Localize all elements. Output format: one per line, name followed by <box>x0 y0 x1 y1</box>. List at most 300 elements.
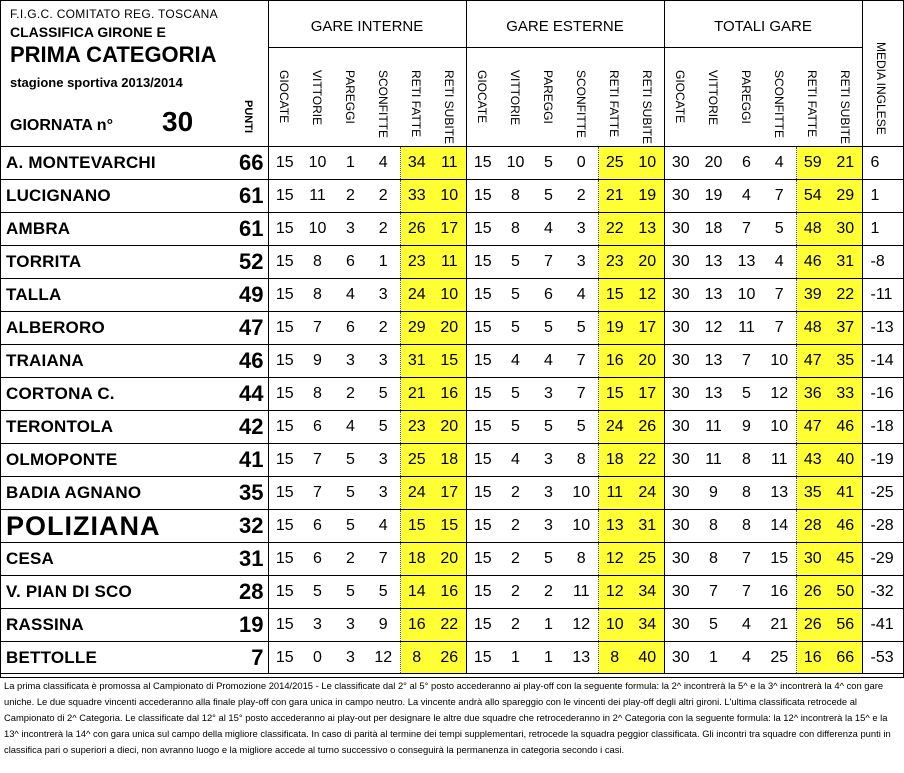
subcolumn-header: SCONFITTE <box>772 70 786 138</box>
table-row <box>0 444 904 477</box>
table-row <box>0 411 904 444</box>
away-played-cell: 15 <box>466 378 499 411</box>
subcolumn-header: GIOCATE <box>277 70 291 124</box>
away-goals-for-cell: 10 <box>598 609 631 642</box>
giornata-label: GIORNATA n° <box>10 117 113 134</box>
away-goals-for-cell: 23 <box>598 246 631 279</box>
tot-played-cell: 30 <box>664 510 697 543</box>
left-border <box>0 0 1 678</box>
tot-draws-cell: 4 <box>730 609 763 642</box>
home-losses-cell: 5 <box>367 576 400 609</box>
home-goals-for-cell: 18 <box>400 543 433 576</box>
home-goals-for-cell: 16 <box>400 609 433 642</box>
home-losses-cell: 4 <box>367 147 400 180</box>
home-goals-for-cell: 23 <box>400 246 433 279</box>
group-divider-0 <box>268 0 269 147</box>
home-played-cell: 15 <box>268 411 301 444</box>
away-goals-for-cell: 16 <box>598 345 631 378</box>
away-wins-cell: 4 <box>499 444 532 477</box>
home-goals-for-cell: 31 <box>400 345 433 378</box>
team-name: V. PIAN DI SCO <box>0 576 236 609</box>
tot-draws-cell: 6 <box>730 147 763 180</box>
away-draws-cell: 1 <box>532 642 565 674</box>
away-draws-cell: 5 <box>532 180 565 213</box>
standings-table <box>0 147 904 674</box>
tot-wins-cell: 8 <box>697 510 730 543</box>
away-wins-cell: 2 <box>499 510 532 543</box>
tot-goals-for-cell: 48 <box>796 312 829 345</box>
tot-losses-cell: 5 <box>763 213 796 246</box>
away-goals-for-cell: 12 <box>598 543 631 576</box>
table-row <box>0 609 904 642</box>
home-goals-against-cell: 17 <box>433 477 466 510</box>
home-draws-cell: 3 <box>334 642 367 674</box>
team-name: TORRITA <box>0 246 236 279</box>
home-goals-against-cell: 15 <box>433 510 466 543</box>
tot-wins-cell: 13 <box>697 345 730 378</box>
tot-goals-for-cell: 28 <box>796 510 829 543</box>
tot-played-cell: 30 <box>664 411 697 444</box>
home-played-cell: 15 <box>268 378 301 411</box>
media-inglese-cell: -18 <box>862 411 904 444</box>
home-goals-against-cell: 11 <box>433 147 466 180</box>
table-row <box>0 477 904 510</box>
away-wins-cell: 5 <box>499 312 532 345</box>
away-goals-for-cell: 11 <box>598 477 631 510</box>
away-played-cell: 15 <box>466 642 499 674</box>
tot-wins-cell: 13 <box>697 378 730 411</box>
home-wins-cell: 10 <box>301 213 334 246</box>
media-inglese-cell: -53 <box>862 642 904 674</box>
media-inglese-cell: -41 <box>862 609 904 642</box>
tot-goals-against-cell: 30 <box>829 213 862 246</box>
away-losses-cell: 10 <box>565 477 598 510</box>
tot-draws-cell: 9 <box>730 411 763 444</box>
away-goals-for-cell: 12 <box>598 576 631 609</box>
tot-played-cell: 30 <box>664 477 697 510</box>
tot-losses-cell: 13 <box>763 477 796 510</box>
away-goals-against-cell: 12 <box>631 279 664 312</box>
home-losses-cell: 1 <box>367 246 400 279</box>
team-name: BETTOLLE <box>0 642 236 674</box>
home-goals-against-cell: 20 <box>433 411 466 444</box>
tot-played-cell: 30 <box>664 246 697 279</box>
tot-wins-cell: 13 <box>697 246 730 279</box>
tot-goals-against-cell: 46 <box>829 411 862 444</box>
subcolumn-header: SCONFITTE <box>574 70 588 138</box>
away-wins-cell: 8 <box>499 180 532 213</box>
away-goals-for-cell: 15 <box>598 279 631 312</box>
media-inglese-cell: -29 <box>862 543 904 576</box>
away-losses-cell: 3 <box>565 213 598 246</box>
away-losses-cell: 8 <box>565 543 598 576</box>
away-losses-cell: 3 <box>565 246 598 279</box>
tot-losses-cell: 11 <box>763 444 796 477</box>
away-draws-cell: 3 <box>532 477 565 510</box>
tot-goals-for-cell: 46 <box>796 246 829 279</box>
away-wins-cell: 8 <box>499 213 532 246</box>
team-name: A. MONTEVARCHI <box>0 147 236 180</box>
tot-played-cell: 30 <box>664 378 697 411</box>
subcolumn-header: VITTORIE <box>310 70 324 126</box>
tot-goals-for-cell: 26 <box>796 576 829 609</box>
points-cell: 61 <box>236 180 268 213</box>
home-goals-against-cell: 18 <box>433 444 466 477</box>
tot-goals-against-cell: 29 <box>829 180 862 213</box>
away-played-cell: 15 <box>466 543 499 576</box>
tot-wins-cell: 13 <box>697 279 730 312</box>
home-wins-cell: 9 <box>301 345 334 378</box>
table-row <box>0 543 904 576</box>
tot-draws-cell: 8 <box>730 510 763 543</box>
tot-goals-for-cell: 36 <box>796 378 829 411</box>
tot-goals-against-cell: 46 <box>829 510 862 543</box>
away-goals-for-cell: 21 <box>598 180 631 213</box>
media-inglese-cell: 1 <box>862 213 904 246</box>
group-header-underline <box>268 47 862 48</box>
tot-losses-cell: 10 <box>763 345 796 378</box>
tot-losses-cell: 4 <box>763 246 796 279</box>
away-wins-cell: 4 <box>499 345 532 378</box>
media-inglese-cell: 1 <box>862 180 904 213</box>
tot-draws-cell: 4 <box>730 180 763 213</box>
away-goals-for-cell: 15 <box>598 378 631 411</box>
away-losses-cell: 12 <box>565 609 598 642</box>
media-inglese-cell: -11 <box>862 279 904 312</box>
table-row <box>0 378 904 411</box>
home-goals-for-cell: 29 <box>400 312 433 345</box>
away-losses-cell: 2 <box>565 180 598 213</box>
home-goals-for-cell: 23 <box>400 411 433 444</box>
home-wins-cell: 11 <box>301 180 334 213</box>
home-losses-cell: 3 <box>367 477 400 510</box>
away-played-cell: 15 <box>466 345 499 378</box>
header-title-block <box>0 0 268 147</box>
tot-played-cell: 30 <box>664 345 697 378</box>
away-wins-cell: 2 <box>499 576 532 609</box>
home-goals-against-cell: 20 <box>433 312 466 345</box>
tot-draws-cell: 5 <box>730 378 763 411</box>
away-draws-cell: 4 <box>532 345 565 378</box>
home-wins-cell: 8 <box>301 246 334 279</box>
home-draws-cell: 3 <box>334 213 367 246</box>
home-draws-cell: 5 <box>334 444 367 477</box>
home-wins-cell: 6 <box>301 510 334 543</box>
away-played-cell: 15 <box>466 180 499 213</box>
tot-goals-against-cell: 50 <box>829 576 862 609</box>
home-draws-cell: 5 <box>334 576 367 609</box>
home-played-cell: 15 <box>268 180 301 213</box>
home-goals-for-cell: 14 <box>400 576 433 609</box>
team-name: CORTONA C. <box>0 378 236 411</box>
subcolumn-header: PAREGGI <box>343 70 357 124</box>
away-played-cell: 15 <box>466 444 499 477</box>
tot-draws-cell: 8 <box>730 444 763 477</box>
subcolumn-header: RETI SUBITE <box>640 70 654 145</box>
home-goals-for-cell: 34 <box>400 147 433 180</box>
tot-draws-cell: 7 <box>730 543 763 576</box>
away-losses-cell: 7 <box>565 345 598 378</box>
home-played-cell: 15 <box>268 609 301 642</box>
away-goals-for-cell: 24 <box>598 411 631 444</box>
tot-played-cell: 30 <box>664 444 697 477</box>
tot-goals-against-cell: 31 <box>829 246 862 279</box>
home-draws-cell: 2 <box>334 543 367 576</box>
home-wins-cell: 7 <box>301 312 334 345</box>
home-played-cell: 15 <box>268 147 301 180</box>
home-wins-cell: 8 <box>301 378 334 411</box>
tot-draws-cell: 4 <box>730 642 763 674</box>
away-played-cell: 15 <box>466 576 499 609</box>
points-cell: 61 <box>236 213 268 246</box>
away-draws-cell: 3 <box>532 444 565 477</box>
table-row <box>0 180 904 213</box>
tot-goals-against-cell: 37 <box>829 312 862 345</box>
team-name: TRAIANA <box>0 345 236 378</box>
tot-goals-for-cell: 16 <box>796 642 829 674</box>
tot-goals-against-cell: 66 <box>829 642 862 674</box>
home-goals-for-cell: 24 <box>400 279 433 312</box>
table-row <box>0 279 904 312</box>
away-played-cell: 15 <box>466 279 499 312</box>
home-losses-cell: 12 <box>367 642 400 674</box>
away-goals-against-cell: 25 <box>631 543 664 576</box>
team-name: CESA <box>0 543 236 576</box>
away-wins-cell: 1 <box>499 642 532 674</box>
tot-draws-cell: 7 <box>730 345 763 378</box>
away-goals-for-cell: 18 <box>598 444 631 477</box>
tot-played-cell: 30 <box>664 576 697 609</box>
tot-goals-for-cell: 39 <box>796 279 829 312</box>
team-name: ALBERORO <box>0 312 236 345</box>
classifica-label: CLASSIFICA GIRONE E <box>10 24 166 40</box>
media-inglese-cell: -16 <box>862 378 904 411</box>
away-losses-cell: 11 <box>565 576 598 609</box>
table-row <box>0 147 904 180</box>
home-goals-against-cell: 26 <box>433 642 466 674</box>
home-losses-cell: 5 <box>367 378 400 411</box>
media-inglese-cell: 6 <box>862 147 904 180</box>
home-losses-cell: 2 <box>367 312 400 345</box>
home-goals-against-cell: 15 <box>433 345 466 378</box>
group-divider-2 <box>664 0 665 147</box>
tot-goals-against-cell: 21 <box>829 147 862 180</box>
tot-played-cell: 30 <box>664 213 697 246</box>
home-played-cell: 15 <box>268 576 301 609</box>
media-inglese-cell: -14 <box>862 345 904 378</box>
tot-wins-cell: 18 <box>697 213 730 246</box>
home-goals-against-cell: 16 <box>433 576 466 609</box>
points-cell: 41 <box>236 444 268 477</box>
team-name: TALLA <box>0 279 236 312</box>
home-played-cell: 15 <box>268 345 301 378</box>
group-header-1: GARE ESTERNE <box>506 18 624 35</box>
away-goals-against-cell: 10 <box>631 147 664 180</box>
away-draws-cell: 2 <box>532 576 565 609</box>
away-played-cell: 15 <box>466 312 499 345</box>
away-losses-cell: 7 <box>565 378 598 411</box>
tot-played-cell: 30 <box>664 609 697 642</box>
subcolumn-header: VITTORIE <box>706 70 720 126</box>
away-goals-against-cell: 24 <box>631 477 664 510</box>
away-losses-cell: 5 <box>565 312 598 345</box>
home-goals-for-cell: 15 <box>400 510 433 543</box>
tot-goals-for-cell: 54 <box>796 180 829 213</box>
tot-goals-for-cell: 59 <box>796 147 829 180</box>
tot-wins-cell: 11 <box>697 411 730 444</box>
home-draws-cell: 6 <box>334 312 367 345</box>
home-goals-for-cell: 26 <box>400 213 433 246</box>
away-goals-for-cell: 13 <box>598 510 631 543</box>
tot-losses-cell: 15 <box>763 543 796 576</box>
home-wins-cell: 10 <box>301 147 334 180</box>
tot-losses-cell: 4 <box>763 147 796 180</box>
points-cell: 49 <box>236 279 268 312</box>
tot-losses-cell: 7 <box>763 279 796 312</box>
media-inglese-cell: -25 <box>862 477 904 510</box>
subcolumn-header: PAREGGI <box>739 70 753 124</box>
tot-draws-cell: 7 <box>730 576 763 609</box>
away-draws-cell: 3 <box>532 378 565 411</box>
tot-played-cell: 30 <box>664 180 697 213</box>
tot-goals-for-cell: 30 <box>796 543 829 576</box>
tot-goals-against-cell: 45 <box>829 543 862 576</box>
home-draws-cell: 4 <box>334 411 367 444</box>
away-played-cell: 15 <box>466 246 499 279</box>
home-wins-cell: 7 <box>301 477 334 510</box>
away-losses-cell: 10 <box>565 510 598 543</box>
home-losses-cell: 7 <box>367 543 400 576</box>
away-losses-cell: 8 <box>565 444 598 477</box>
tot-played-cell: 30 <box>664 642 697 674</box>
home-goals-for-cell: 25 <box>400 444 433 477</box>
subcolumn-header: SCONFITTE <box>376 70 390 138</box>
subcolumn-header: GIOCATE <box>673 70 687 124</box>
subcolumn-header: GIOCATE <box>475 70 489 124</box>
home-played-cell: 15 <box>268 444 301 477</box>
team-name: RASSINA <box>0 609 236 642</box>
home-wins-cell: 7 <box>301 444 334 477</box>
media-inglese-cell: -13 <box>862 312 904 345</box>
table-row <box>0 246 904 279</box>
home-wins-cell: 8 <box>301 279 334 312</box>
table-row <box>0 576 904 609</box>
home-draws-cell: 4 <box>334 279 367 312</box>
away-draws-cell: 5 <box>532 312 565 345</box>
tot-goals-against-cell: 40 <box>829 444 862 477</box>
tot-goals-for-cell: 43 <box>796 444 829 477</box>
away-losses-cell: 4 <box>565 279 598 312</box>
points-cell: 31 <box>236 543 268 576</box>
away-wins-cell: 2 <box>499 609 532 642</box>
media-inglese-cell: -32 <box>862 576 904 609</box>
points-cell: 46 <box>236 345 268 378</box>
federation-label: F.I.G.C. COMITATO REG. TOSCANA <box>10 7 218 21</box>
away-wins-cell: 2 <box>499 477 532 510</box>
away-played-cell: 15 <box>466 510 499 543</box>
tot-wins-cell: 7 <box>697 576 730 609</box>
home-draws-cell: 2 <box>334 180 367 213</box>
home-played-cell: 15 <box>268 213 301 246</box>
tot-goals-for-cell: 47 <box>796 345 829 378</box>
away-goals-against-cell: 19 <box>631 180 664 213</box>
home-played-cell: 15 <box>268 642 301 674</box>
away-goals-for-cell: 25 <box>598 147 631 180</box>
away-draws-cell: 6 <box>532 279 565 312</box>
home-losses-cell: 3 <box>367 345 400 378</box>
away-played-cell: 15 <box>466 477 499 510</box>
table-row <box>0 345 904 378</box>
home-goals-against-cell: 20 <box>433 543 466 576</box>
tot-draws-cell: 13 <box>730 246 763 279</box>
subcolumn-header: PAREGGI <box>541 70 555 124</box>
tot-goals-against-cell: 22 <box>829 279 862 312</box>
home-losses-cell: 5 <box>367 411 400 444</box>
away-played-cell: 15 <box>466 411 499 444</box>
home-wins-cell: 5 <box>301 576 334 609</box>
home-wins-cell: 6 <box>301 543 334 576</box>
tot-losses-cell: 16 <box>763 576 796 609</box>
home-draws-cell: 5 <box>334 477 367 510</box>
points-cell: 66 <box>236 147 268 180</box>
away-draws-cell: 3 <box>532 510 565 543</box>
away-goals-for-cell: 22 <box>598 213 631 246</box>
points-cell: 42 <box>236 411 268 444</box>
team-name: AMBRA <box>0 213 236 246</box>
home-goals-for-cell: 8 <box>400 642 433 674</box>
tot-losses-cell: 10 <box>763 411 796 444</box>
home-losses-cell: 2 <box>367 213 400 246</box>
away-draws-cell: 4 <box>532 213 565 246</box>
tot-played-cell: 30 <box>664 147 697 180</box>
away-wins-cell: 10 <box>499 147 532 180</box>
group-header-2: TOTALI GARE <box>714 18 812 35</box>
tot-draws-cell: 11 <box>730 312 763 345</box>
home-draws-cell: 2 <box>334 378 367 411</box>
punti-header: PUNTI <box>242 100 254 133</box>
away-draws-cell: 1 <box>532 609 565 642</box>
home-wins-cell: 6 <box>301 411 334 444</box>
away-goals-for-cell: 8 <box>598 642 631 674</box>
away-draws-cell: 5 <box>532 147 565 180</box>
away-losses-cell: 13 <box>565 642 598 674</box>
home-losses-cell: 4 <box>367 510 400 543</box>
home-losses-cell: 2 <box>367 180 400 213</box>
media-inglese-cell: -28 <box>862 510 904 543</box>
subcolumn-header: RETI FATTE <box>607 70 621 138</box>
table-row <box>0 510 904 543</box>
home-losses-cell: 9 <box>367 609 400 642</box>
header-bottom-border <box>0 146 904 147</box>
table-row <box>0 312 904 345</box>
away-goals-against-cell: 20 <box>631 246 664 279</box>
points-cell: 28 <box>236 576 268 609</box>
home-goals-against-cell: 11 <box>433 246 466 279</box>
home-goals-for-cell: 33 <box>400 180 433 213</box>
away-played-cell: 15 <box>466 213 499 246</box>
tot-wins-cell: 19 <box>697 180 730 213</box>
points-cell: 32 <box>236 510 268 543</box>
media-inglese-cell: -8 <box>862 246 904 279</box>
points-cell: 19 <box>236 609 268 642</box>
tot-wins-cell: 20 <box>697 147 730 180</box>
home-draws-cell: 3 <box>334 609 367 642</box>
tot-losses-cell: 25 <box>763 642 796 674</box>
home-goals-against-cell: 22 <box>433 609 466 642</box>
home-goals-against-cell: 17 <box>433 213 466 246</box>
table-row <box>0 213 904 246</box>
home-played-cell: 15 <box>268 246 301 279</box>
